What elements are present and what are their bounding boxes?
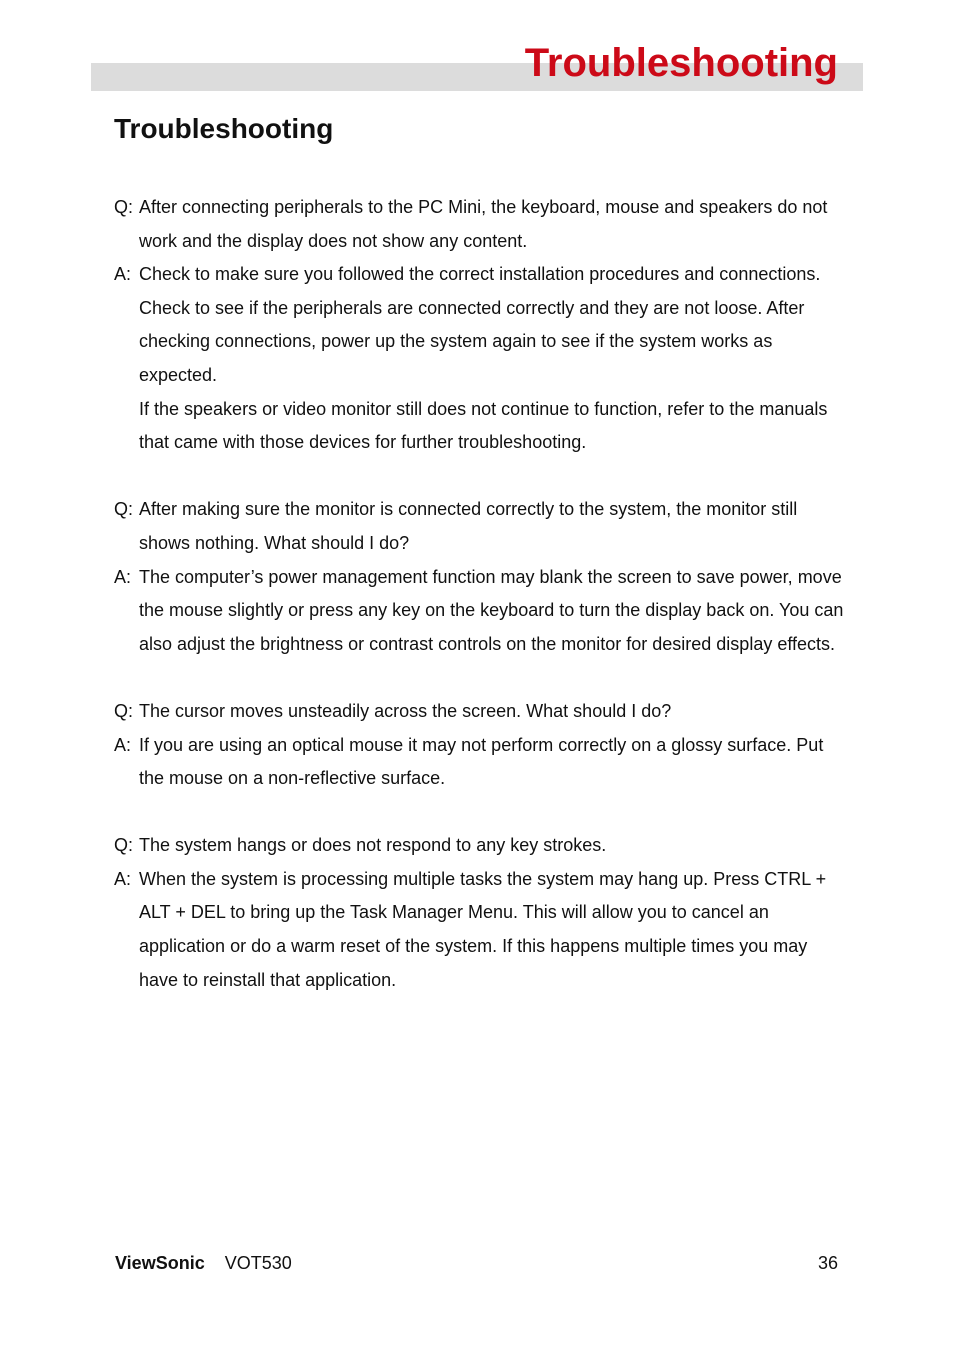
page-header-title: Troubleshooting	[524, 41, 838, 85]
footer-model: VOT530	[224, 1253, 292, 1273]
question-4	[114, 829, 844, 863]
question-2	[114, 493, 844, 560]
answer-paragraph: When the system is processing multiple tasks the system may hang up. Press CTRL + ALT + DEL to bring up the Task Manager Menu. This will allow you to cancel an application or do a warm reset of the system. If this happens multiple times you may have to reinstall that application.	[139, 868, 827, 990]
answer-paragraph: If you are using an optical mouse it may not perform correctly on a glossy surface. Put the mouse on a non-reflective surface.	[139, 734, 824, 789]
answer-paragraph: The computer’s power management function may blank the screen to save power, move the mouse slightly or press any key on the keyboard to turn the display back on. You can also adjust the brightness or contrast controls on the monitor for desired display effects.	[139, 566, 844, 654]
question-3	[114, 695, 844, 729]
question-1	[114, 191, 844, 258]
answer-label: A:	[114, 566, 132, 587]
answer-4	[114, 863, 844, 997]
footer-brand: ViewSonic	[115, 1253, 205, 1273]
answer-paragraph: Check to make sure you followed the correct installation procedures and connections. Check to see if the peripherals are connected correctly and they are not loose. After checking connections, power up the system again to see if the system works as expected.	[139, 264, 821, 385]
question-label: Q:	[114, 700, 134, 721]
answer-label: A:	[114, 868, 132, 889]
qa-block-2	[114, 493, 844, 661]
question-text: After connecting peripherals to the PC Mini, the keyboard, mouse and speakers do not work and the display does not show any content.	[139, 197, 828, 251]
question-text: After making sure the monitor is connected correctly to the system, the monitor still shows nothing. What should I do?	[139, 499, 798, 553]
page-number: 36	[817, 1253, 838, 1273]
section-title: Troubleshooting	[114, 113, 334, 144]
answer-3	[114, 729, 844, 796]
question-label: Q:	[114, 197, 134, 217]
qa-block-1	[114, 191, 844, 460]
question-text: The system hangs or does not respond to any key strokes.	[139, 835, 607, 856]
qa-list	[114, 191, 844, 1031]
question-label: Q:	[114, 499, 134, 520]
answer-label: A:	[114, 264, 132, 285]
answer-2	[114, 561, 844, 662]
qa-block-3	[114, 695, 844, 796]
answer-1	[114, 258, 844, 460]
page-footer	[115, 1249, 838, 1277]
answer-paragraph: If the speakers or video monitor still does not continue to function, refer to the manuals that came with those devices for further troubleshooting.	[139, 398, 828, 453]
question-text: The cursor moves unsteadily across the screen. What should I do?	[139, 700, 672, 721]
question-label: Q:	[114, 835, 134, 856]
answer-label: A:	[114, 734, 132, 755]
qa-block-4	[114, 829, 844, 997]
